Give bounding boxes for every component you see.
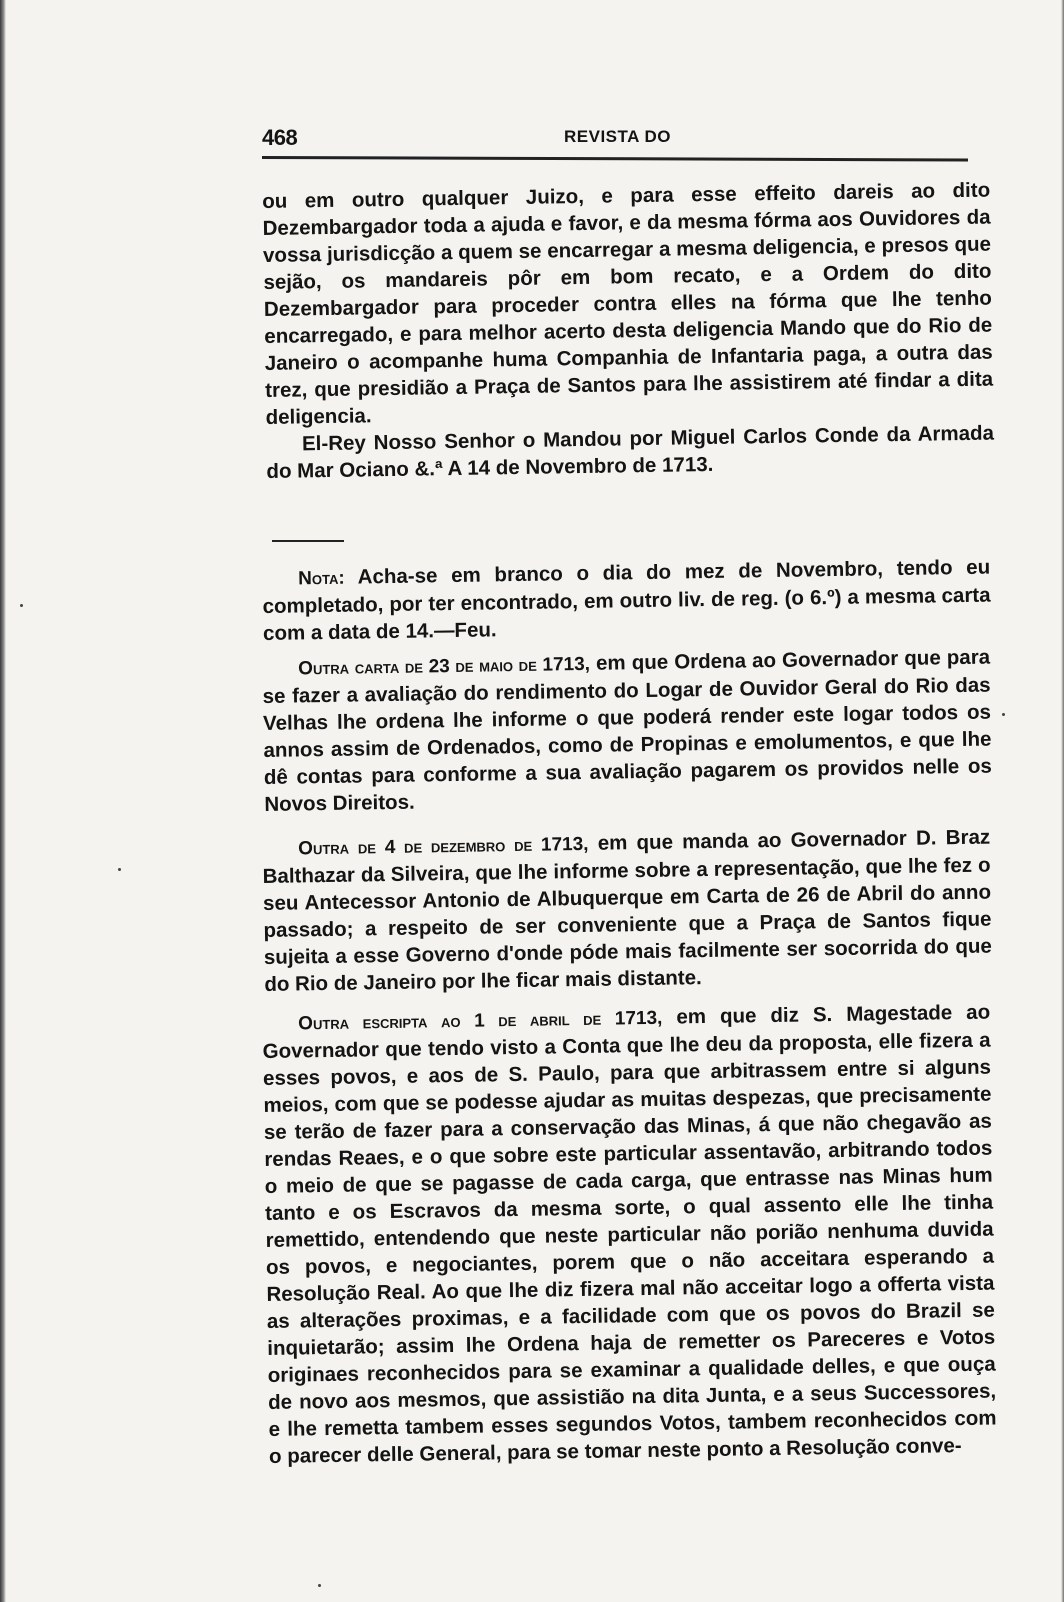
scan-speck [318, 1584, 321, 1587]
entry-text: em que diz S. Magestade ao Governador que tendo visto a Conta que lhe deu da proposta, elle fizera a esses povos, e aos de S. Paulo, para que arbitrassem entre si alguns meios, com que se podesse ajudar as muitas despezas, que precisamente se terão de fazer para a conservação das Minas, á que não chegavão as rendas Reaes, e o que sobre este particular assentavão, arbitrando todos o meio de que se pagasse de cada carga, que entrasse nas Minas hum tanto e os Escravos da mesma sorte, o qual assento elle lhe tinha remettido, entendendo que neste particular não porião nenhuma duvida os povos, e negociantes, porem que o não acceitara esperando a Resolução Real. Ao que lhe diz fizera mal não acceitar logo a offerta vista as alterações proximas, e a facilidade com que os povos do Brazil se inquietarão; assim lhe Ordena haja de remetter os Pareceres e Votos originaes reconhecidos para se examinar a qualidade delles, e que ouça de novo aos mesmos, que assistião na dita Junta, e a seus Successores, e lhe remetta tambem esses segundos Votos, tambem reconhecidos com o parecer delle General, para se tomar neste ponto a Resolução conve- [262, 1000, 997, 1468]
entry-2 [262, 824, 992, 998]
editor-note [262, 554, 991, 647]
signature-paragraph: El-Rey Nosso Senhor o Mandou por Miguel Carlos Conde da Armada do Mar Ociano &.ª A 14 de Novembro de 1713. [266, 421, 995, 483]
letter-continuation [262, 177, 995, 485]
note-label: Nota: [298, 567, 345, 590]
entry-1 [262, 644, 992, 818]
entry-paragraph [262, 824, 992, 998]
entry-3 [262, 999, 997, 1470]
entry-heading: Outra de 4 de dezembro de 1713, [298, 833, 589, 860]
body-paragraph: ou em outro qualquer Juizo, e para esse effeito dareis ao dito Dezembargador toda a ajuda e favor, e da mesma fórma aos Ouvidores da vossa jurisdicção a quem se encarregar a mesma deligencia, e presos que sejão, os mandareis pôr em bom recato, e a Ordem do dito Dezembargador para proceder contra elles na fórma que lhe tenho encarregado, e para melhor acerto desta deligencia Mando que do Rio de Janeiro o acompanhe huma Companhia de Infantaria paga, a outra das trez, que presidião a Praça de Santos para lhe assistirem até findar a dita deligencia. [262, 178, 994, 429]
entry-paragraph [262, 644, 992, 818]
scan-speck [1002, 713, 1005, 716]
running-title: REVISTA DO [564, 127, 672, 146]
page-number: 468 [262, 125, 298, 150]
entry-text: em que manda ao Governador D. Braz Balthazar da Silveira, que lhe informe sobre a representação, que lhe fez o seu Antecessor Antonio de Albuquerque em Carta de 26 de Abril do anno passado; a respeito de ser conveniente que a Praça de Santos fique sujeita a esse Governo d'onde póde mais facilmente ser socorrida do que do Rio de Janeiro por lhe ficar mais distante. [262, 825, 993, 996]
note-paragraph [262, 554, 991, 647]
entry-paragraph [262, 999, 997, 1470]
note-rule [272, 540, 344, 542]
scan-speck [118, 868, 121, 871]
note-text: Acha-se em branco o dia do mez de Novembro, tendo eu completado, por ter encontrado, em outro liv. de reg. (o 6.º) a mesma carta com a data de 14.—Feu. [262, 555, 991, 645]
entry-heading: Outra carta de 23 de maio de 1713, [298, 653, 591, 680]
page-left-edge [0, 0, 6, 1602]
entry-heading: Outra escripta ao 1 de abril de 1713, [298, 1007, 663, 1035]
entry-text: em que Ordena ao Governador que para se fazer a avaliação do rendimento do Logar de Ouvidor Geral do Rio das Velhas lhe ordena lhe informe o que poderá render este logar todos os annos assim de Ordenados, como de Propinas e emolumentos, e que lhe dê contas para conforme a sua avaliação pagarem os providos nelle os Novos Direitos. [262, 645, 993, 816]
page-header [262, 125, 968, 159]
scan-speck [20, 604, 23, 607]
